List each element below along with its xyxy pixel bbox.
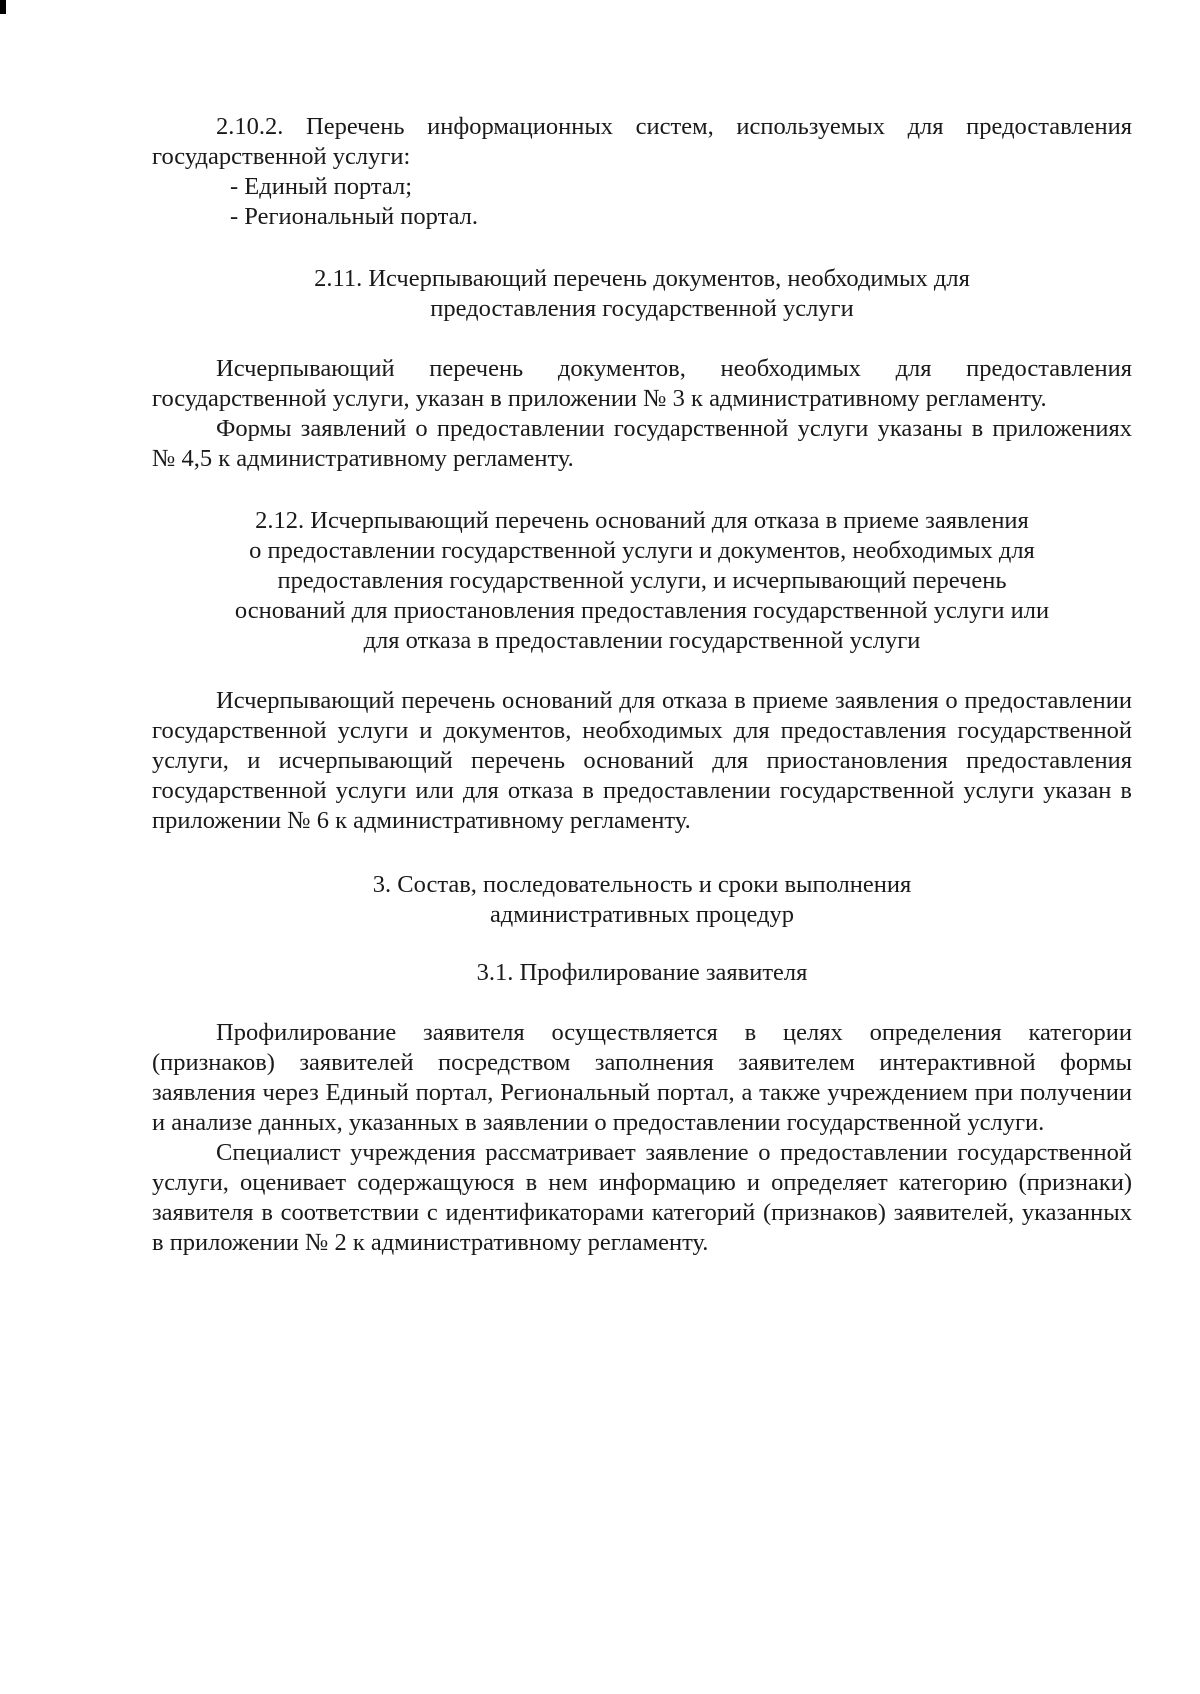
section-2-11-paragraph-2: Формы заявлений о предоставлении государственной услуги указаны в приложениях № 4,5 к административному регламенту. bbox=[152, 415, 1132, 472]
section-3-1-paragraph-2: Специалист учреждения рассматривает заявление о предоставлении государственной услуги, оценивает содержащуюся в нем информацию и определяет категорию (признаки) заявителя в соответствии с идентификаторами категорий (признаков) заявителей, указанных в приложении № 2 к административному регламенту. bbox=[152, 1139, 1132, 1256]
section-2-11-paragraph-1: Исчерпывающий перечень документов, необходимых для предоставления государственной услуги, указан в приложении № 3 к административному регламенту. bbox=[152, 355, 1132, 412]
section-3-1-paragraph-1: Профилирование заявителя осуществляется в целях определения категории (признаков) заявителей посредством заполнения заявителем интерактивной формы заявления через Единый портал, Региональный портал, а также учреждением при получении и анализе данных, указанных в заявлении о предоставлении государственной услуги. bbox=[152, 1019, 1132, 1136]
section-2-12-heading-line-4: оснований для приостановления предоставления государственной услуги или bbox=[234, 597, 1050, 624]
scan-corner-mark bbox=[0, 0, 6, 14]
section-2-12-heading-line-5: для отказа в предоставлении государственной услуги bbox=[363, 627, 921, 654]
section-3-1-heading: 3.1. Профилирование заявителя bbox=[476, 959, 808, 986]
section-2-10-2-text: 2.10.2. Перечень информационных систем, используемых для предоставления государственной услуги: bbox=[152, 113, 1132, 170]
list-item-regional-portal: - Региональный портал. bbox=[230, 203, 479, 230]
section-3-heading-line-1: 3. Состав, последовательность и сроки выполнения bbox=[372, 871, 912, 898]
section-2-12-paragraph: Исчерпывающий перечень оснований для отказа в приеме заявления о предоставлении государственной услуги и документов, необходимых для предоставления государственной услуги, и исчерпывающий перечень оснований для приостановления предоставления государственной услуги или для отказа в предоставлении государственной услуги указан в приложении № 6 к административному регламенту. bbox=[152, 687, 1132, 834]
list-item-unified-portal: - Единый портал; bbox=[230, 173, 413, 200]
section-2-11-heading-line-1: 2.11. Исчерпывающий перечень документов, необходимых для bbox=[314, 265, 970, 292]
section-2-12-heading-line-1: 2.12. Исчерпывающий перечень оснований для отказа в приеме заявления bbox=[255, 507, 1029, 534]
section-3-heading-line-2: административных процедур bbox=[489, 901, 795, 928]
section-2-12-heading-line-3: предоставления государственной услуги, и исчерпывающий перечень bbox=[277, 567, 1007, 594]
document-body bbox=[152, 112, 1132, 1258]
section-2-11-heading-line-2: предоставления государственной услуги bbox=[430, 295, 854, 322]
section-2-12-heading-line-2: о предоставлении государственной услуги и документов, необходимых для bbox=[249, 537, 1035, 564]
